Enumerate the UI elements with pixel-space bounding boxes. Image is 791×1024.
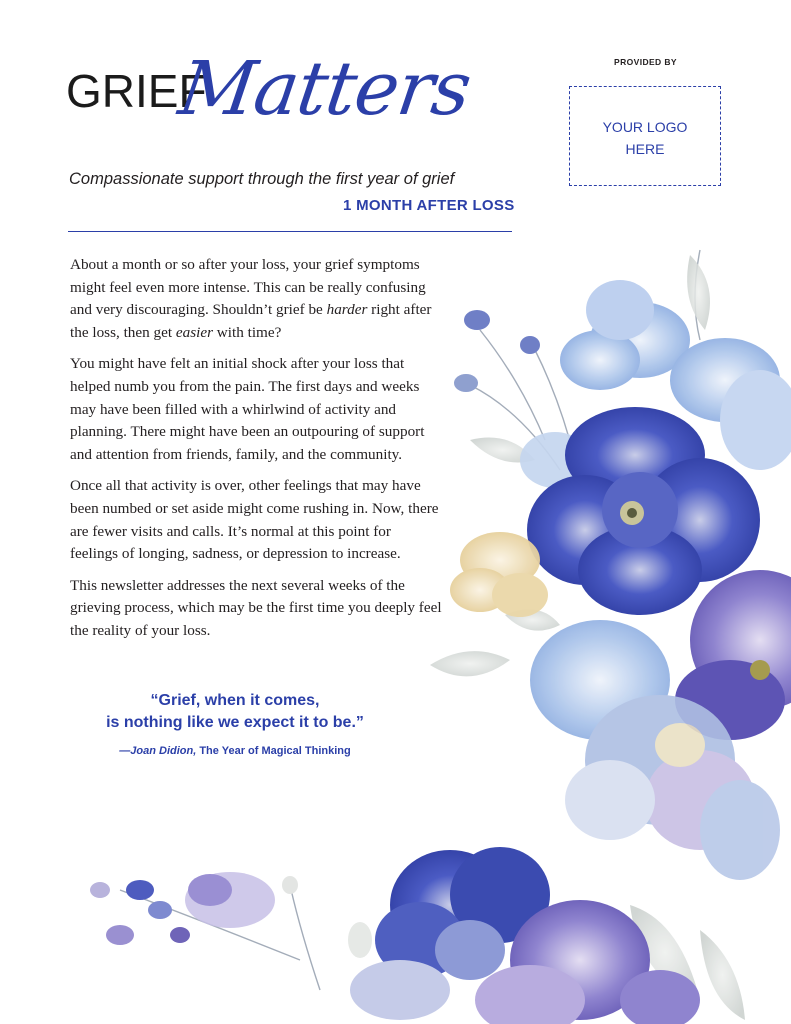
pull-quote-line1: “Grief, when it comes, [150, 692, 320, 709]
quote-attribution [90, 745, 380, 757]
paragraph-3: Once all that activity is over, other feelings that may have been numbed or set aside might come rushing in. Now, there are fewer visits and calls. It’s normal at this point for feelings of longing, sadness, or depression to increase. [70, 477, 439, 563]
header-divider [68, 231, 512, 232]
masthead-subtitle: Compassionate support through the first year of grief [69, 170, 455, 188]
logo-placeholder-line2: HERE [625, 141, 665, 157]
masthead-title-grief: GRIEF [66, 65, 207, 117]
logo-placeholder-line1: YOUR LOGO [602, 119, 688, 135]
emphasis-harder: harder [326, 301, 368, 319]
emphasis-easier: easier [175, 323, 213, 341]
quote-author: —Joan Didion, [119, 745, 197, 757]
masthead-title-matters: Matters [173, 46, 476, 132]
issue-label: 1 MONTH AFTER LOSS [343, 197, 515, 214]
quote-source: The Year of Magical Thinking [199, 745, 351, 757]
pull-quote [90, 690, 380, 734]
paragraph-4: This newsletter addresses the next several weeks of the grieving process, which may be the first time you deeply feel the reality of your loss. [70, 576, 442, 639]
logo-placeholder-text [569, 116, 721, 160]
provided-by-label: PROVIDED BY [614, 57, 677, 67]
paragraph-2: You might have felt an initial shock after your loss that helped numb you from the pain. The first days and weeks may have been filled with a whirlwind of activity and planning. There might have been an outpouring of support and attention from friends, family, and the community. [70, 355, 425, 463]
article-body [70, 254, 442, 652]
paragraph-1: About a month or so after your loss, your grief symptoms might feel even more intense. This can be really confusing and very discouraging. Shouldn’t grief be harder right after the loss, then get easier with time? [70, 256, 432, 341]
pull-quote-line2: is nothing like we expect it to be.” [106, 714, 364, 731]
